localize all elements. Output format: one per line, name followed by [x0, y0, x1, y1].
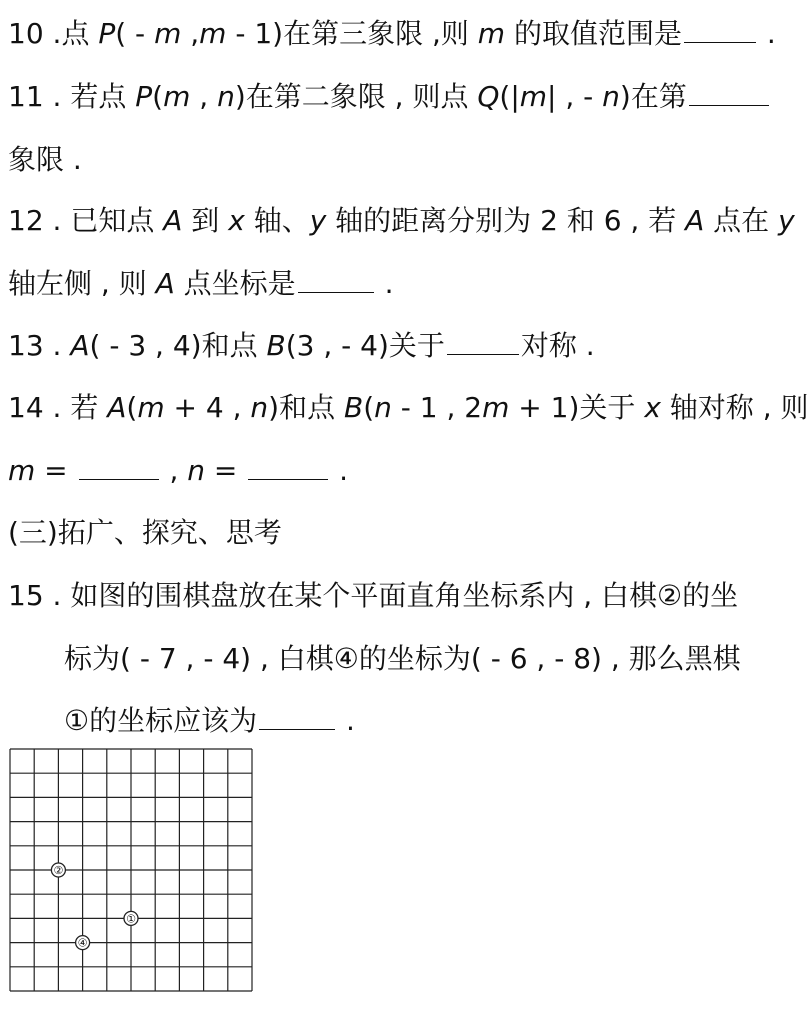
text: | , - [547, 80, 603, 113]
stone-label: ② [53, 864, 64, 877]
text: . [43, 329, 71, 362]
var-x: x [228, 204, 245, 237]
section-title [8, 511, 282, 555]
text: , [190, 80, 218, 113]
text: .点 [43, 17, 99, 50]
text: 点在 [704, 204, 779, 237]
text: . [757, 17, 776, 50]
text: ( [152, 80, 164, 113]
go-stone [51, 863, 65, 877]
var-m: m [477, 17, 506, 50]
question-number: 11 [8, 80, 44, 113]
text: 轴左侧 , 则 [8, 267, 156, 300]
text: . 若 [43, 391, 108, 424]
section-heading: (三)拓广、探究、思考 [8, 516, 282, 549]
text: ( - [115, 17, 155, 50]
var-m: m [137, 391, 165, 424]
stone-label: ④ [77, 936, 88, 950]
text: . [375, 267, 394, 300]
text: 的取值范围是 [505, 17, 682, 50]
text: (3 , - 4)关于 [285, 329, 445, 362]
question-number: 12 [8, 204, 44, 237]
var-P: P [98, 17, 116, 50]
text: 轴对称 , 则 [660, 391, 809, 424]
var-m: m [8, 454, 36, 487]
text: + 1)关于 [509, 391, 645, 424]
text: = [205, 454, 247, 487]
text: - 1 , 2 [391, 391, 483, 424]
text: ( [363, 391, 375, 424]
text: . [330, 454, 349, 487]
question-13 [8, 324, 595, 368]
question-15 [8, 574, 738, 618]
text: )在第二象限 , 则点 [234, 80, 478, 113]
answer-blank[interactable] [298, 266, 374, 293]
var-m: m [519, 80, 548, 113]
text: 标为( - 7 , - 4) , 白棋④的坐标为( - 6 , - 8) , 那么黑棋 [64, 642, 741, 675]
text: )在第 [619, 80, 687, 113]
text: ( - 3 , 4)和点 [89, 329, 267, 362]
answer-blank[interactable] [259, 703, 335, 730]
question-12-cont [8, 262, 393, 306]
var-y: y [778, 204, 795, 237]
stone-label: ① [126, 912, 136, 926]
text: , [160, 454, 188, 487]
question-number: 14 [8, 391, 44, 424]
text: . 若点 [43, 80, 136, 113]
var-Q: Q [477, 80, 500, 113]
go-board [8, 746, 254, 996]
question-15-cont2 [64, 699, 355, 743]
question-number: 15 [8, 579, 44, 612]
question-14 [8, 386, 809, 430]
text: 到 [182, 204, 229, 237]
var-B: B [343, 391, 364, 424]
text: ①的坐标应该为 [64, 704, 258, 737]
var-B: B [266, 329, 286, 362]
var-A: A [155, 267, 175, 300]
var-m: m [199, 17, 227, 50]
var-m: m [163, 80, 191, 113]
question-10 [8, 12, 776, 56]
text: . 如图的围棋盘放在某个平面直角坐标系内 , 白棋②的坐 [43, 579, 739, 612]
go-stone [76, 936, 90, 950]
question-11-cont [8, 138, 82, 182]
var-m: m [154, 17, 182, 50]
answer-blank[interactable] [684, 16, 756, 43]
text: 象限 . [8, 143, 82, 176]
text: 点坐标是 [174, 267, 296, 300]
question-number: 10 [8, 17, 44, 50]
var-n: n [602, 80, 620, 113]
question-14-cont [8, 449, 348, 493]
var-n: n [374, 391, 392, 424]
text: . 已知点 [43, 204, 164, 237]
var-A: A [70, 329, 90, 362]
var-y: y [309, 204, 327, 237]
var-A: A [685, 204, 705, 237]
question-11 [8, 75, 771, 119]
question-number: 13 [8, 329, 44, 362]
var-n: n [250, 391, 269, 424]
text: 轴的距离分别为 2 和 6 , 若 [326, 204, 686, 237]
question-12 [8, 199, 795, 243]
answer-blank[interactable] [689, 79, 769, 106]
text: ( [126, 391, 138, 424]
var-A: A [107, 391, 127, 424]
text: - 1)在第三象限 ,则 [226, 17, 478, 50]
text: + 4 , [164, 391, 251, 424]
text: )和点 [268, 391, 344, 424]
text: 轴、 [244, 204, 310, 237]
text: , [181, 17, 200, 50]
var-A: A [163, 204, 183, 237]
text: (| [499, 80, 520, 113]
text: . [337, 704, 355, 737]
answer-blank-n[interactable] [248, 453, 328, 480]
text: = [35, 454, 77, 487]
answer-blank-m[interactable] [79, 453, 159, 480]
var-m: m [482, 391, 510, 424]
var-x: x [644, 391, 661, 424]
var-n: n [217, 80, 235, 113]
var-n: n [187, 454, 205, 487]
go-stone [124, 911, 138, 925]
var-P: P [135, 80, 153, 113]
answer-blank[interactable] [447, 328, 519, 355]
question-15-cont1 [64, 637, 741, 681]
text: 对称 . [520, 329, 595, 362]
